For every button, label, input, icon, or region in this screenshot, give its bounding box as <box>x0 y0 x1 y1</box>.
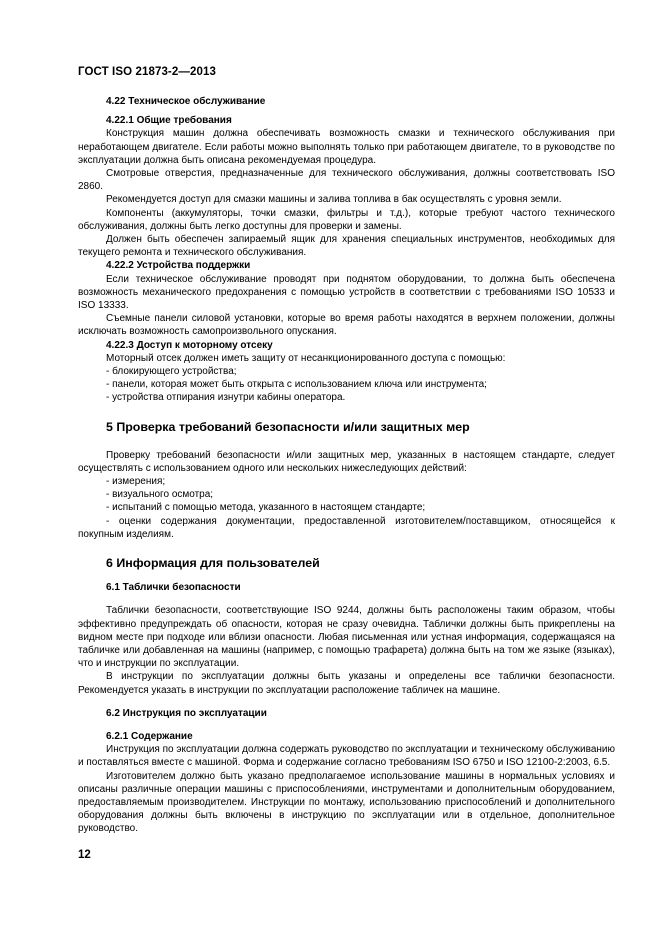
document-header: ГОСТ ISO 21873-2—2013 <box>78 66 216 78</box>
list-item: - оценки содержания документации, предоставленной изготовителем/поставщиком, относящейся к покупным изделиям. <box>78 515 615 540</box>
section-4-22-3-title: 4.22.3 Доступ к моторному отсеку <box>106 339 273 351</box>
list-item: - измерения; <box>106 476 166 488</box>
page-number: 12 <box>78 849 91 861</box>
paragraph: Таблички безопасности, соответствующие ISO 9244, должны быть расположены таким образом, чтобы эффективно предупреждать об опасности, которая не сразу очевидна. Таблички должны быть прикреплены на видном месте при подходе или вблизи опасности. Любая письменная или устная информация, содержащаяся на табличке или добавленная на машины (например, с помощью трафарета) должна быть на том же языке (языках), что и инструкции по эксплуатации. <box>78 605 615 670</box>
paragraph: Проверку требований безопасности и/или защитных мер, указанных в настоящем стандарте, следует осуществлять с использованием одного или нескольких нижеследующих действий: <box>78 449 615 474</box>
paragraph: Инструкция по эксплуатации должна содержать руководство по эксплуатации и техническому обслуживанию и поставляться вместе с машиной. Форма и содержание согласно требованиям ISO 6750 и ISO 12100-2:2003, 6.5. <box>78 744 615 769</box>
document-body <box>78 95 615 836</box>
section-4-22-title: 4.22 Техническое обслуживание <box>106 96 266 107</box>
paragraph: Моторный отсек должен иметь защиту от несанкционированного доступа с помощью: <box>106 352 506 364</box>
paragraph: В инструкции по эксплуатации должны быть указаны и определены все таблички безопасности. Рекомендуется указать в инструкции по эксплуатации расположение табличек на машине. <box>78 671 615 696</box>
section-5-title: 5 Проверка требований безопасности и/или защитных мер <box>106 419 470 434</box>
section-6-1-title: 6.1 Таблички безопасности <box>106 582 241 594</box>
paragraph: Если техническое обслуживание проводят при поднятом оборудовании, то должна быть обеспечена возможность механического предохранения с помощью устройств в соответствии с требованиями ISO 10533 и ISO 13333. <box>78 273 615 312</box>
list-item: - панели, которая может быть открыта с использованием ключа или инструмента; <box>106 379 487 391</box>
paragraph: Должен быть обеспечен запираемый ящик для хранения специальных инструментов, необходимых для текущего ремонта и технического обслуживания. <box>78 234 615 259</box>
list-item: - устройства отпирания изнутри кабины оператора. <box>106 392 346 404</box>
list-item: - блокирующего устройства; <box>106 366 237 378</box>
paragraph: Съемные панели силовой установки, которые во время работы находятся в верхнем положении, должны исключать возможность самопроизвольного опускания. <box>78 313 615 338</box>
paragraph: Рекомендуется доступ для смазки машины и залива топлива в бак осуществлять с уровня земли. <box>106 194 562 206</box>
paragraph: Изготовителем должно быть указано предполагаемое использование машины в нормальных условиях и описаны различные операции машины с приспособлениями, инструментами и дополнительным оборудованием, предоставляемым производителем. Инструкции по монтажу, использованию приспособлений и дополнительного оборудования должны быть включены в инструкцию по эксплуатации или в отдельное, дополнительное руководство. <box>78 770 615 835</box>
section-4-22-2-title: 4.22.2 Устройства поддержки <box>106 260 251 272</box>
paragraph: Смотровые отверстия, предназначенные для технического обслуживания, должны соответствовать ISO 2860. <box>78 168 615 193</box>
paragraph: Компоненты (аккумуляторы, точки смазки, фильтры и т.д.), которые требуют частого технического обслуживания, должны быть легко доступны для проверки и замены. <box>78 207 615 232</box>
section-6-2-1-title: 6.2.1 Содержание <box>106 730 193 742</box>
list-item: - визуального осмотра; <box>106 489 214 501</box>
section-4-22-1-title: 4.22.1 Общие требования <box>106 115 232 127</box>
list-item: - испытаний с помощью метода, указанного в настоящем стандарте; <box>106 502 426 514</box>
section-6-title: 6 Информация для пользователей <box>106 556 320 571</box>
paragraph: Конструкция машин должна обеспечивать возможность смазки и технического обслуживания при неработающем двигателе. Если работы можно выполнять только при работающем двигателе, то в руководстве по эксплуатации должна быть описана рекомендуемая процедура. <box>78 128 615 166</box>
section-6-2-title: 6.2 Инструкция по эксплуатации <box>106 707 267 719</box>
